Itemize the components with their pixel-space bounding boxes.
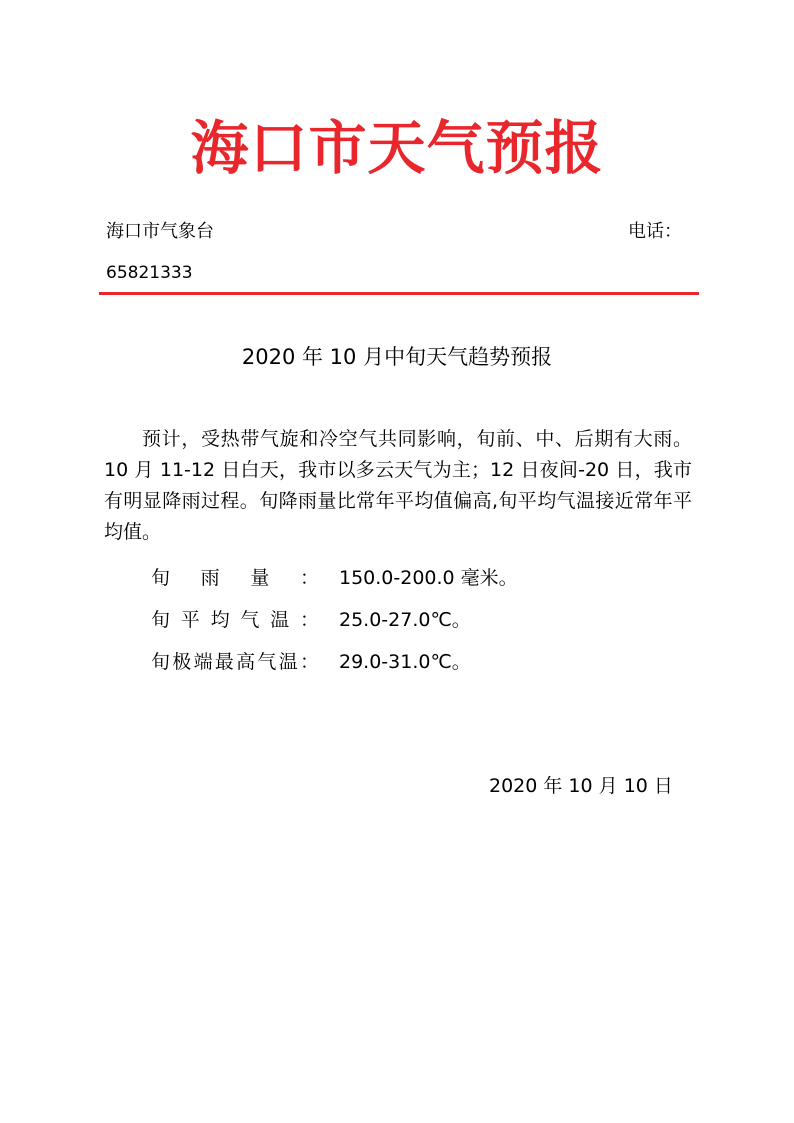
phone-number: 65821333 (106, 263, 193, 283)
issue-date: 2020 年 10 月 10 日 (489, 775, 673, 797)
stat-label: 旬 平 均 气 温 ： (151, 609, 319, 631)
stat-label: 旬 雨 量 ： (151, 567, 319, 589)
forecast-paragraph: 预计，受热带气旋和冷空气共同影响，旬前、中、后期有大雨。10 月 11-12 日白天，我市以多云天气为主；12 日夜间-20 日，我市有明显降雨过程。旬降雨量比常年平均值偏高,旬平均气温接近常年平均值。 (104, 428, 692, 543)
stat-value: 150.0-200.0 毫米。 (339, 567, 518, 589)
document-title: 海口市天气预报 (190, 114, 604, 182)
phone-label: 电话： (628, 221, 682, 242)
issuer-name: 海口市气象台 (106, 221, 214, 242)
header-divider (99, 292, 699, 295)
stat-value: 25.0-27.0℃。 (339, 609, 471, 631)
report-title: 2020 年 10 月中旬天气趋势预报 (241, 345, 553, 369)
stat-value: 29.0-31.0℃。 (339, 651, 471, 673)
stat-label: 旬 极 端 最 高 气 温 ： (151, 651, 319, 673)
